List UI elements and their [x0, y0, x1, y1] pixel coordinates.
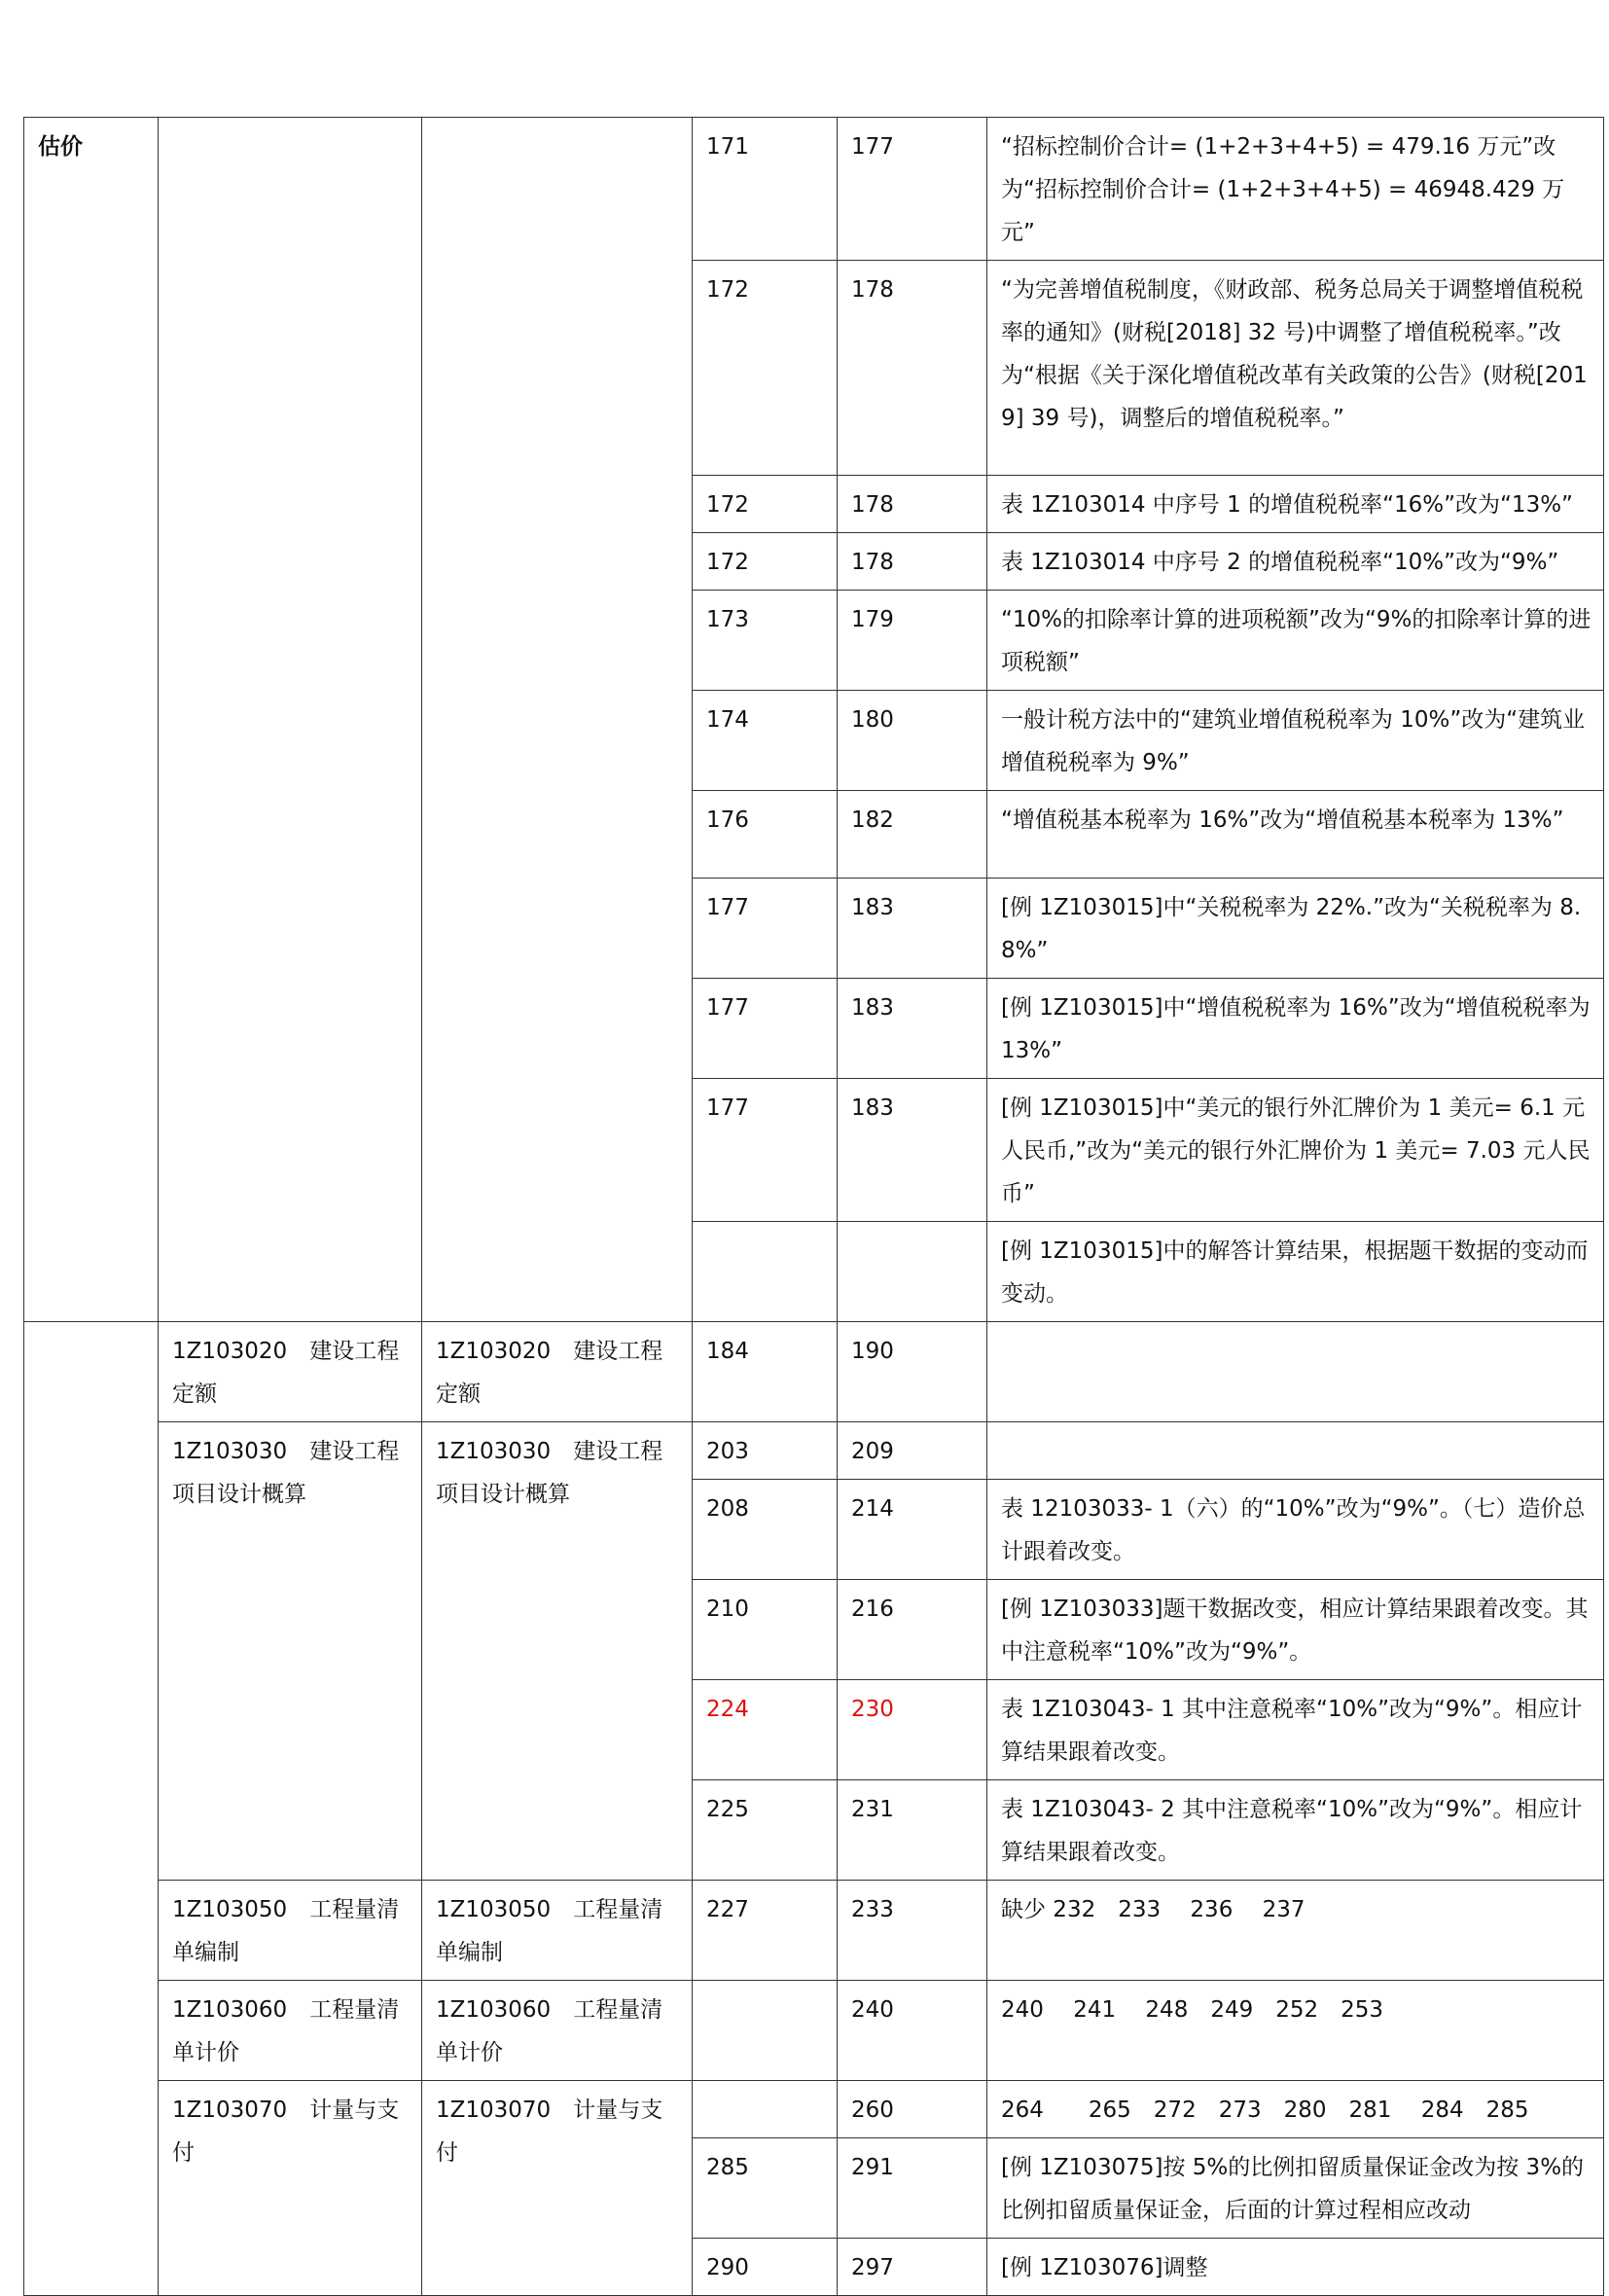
- old-page-cell: [693, 2081, 838, 2138]
- old-page-cell: [693, 1981, 838, 2081]
- old-page-cell: 177: [693, 979, 838, 1079]
- chapter-cell-new: 1Z103030 建设工程项目设计概算: [422, 1422, 693, 1881]
- old-page-cell: 172: [693, 261, 838, 476]
- change-description-cell: [987, 1322, 1604, 1422]
- errata-table: [23, 117, 1604, 2296]
- new-page-cell: 179: [838, 591, 987, 691]
- change-description-cell: 表 1Z103043- 2 其中注意税率“10%”改为“9%”。相应计算结果跟着改变。: [987, 1780, 1604, 1881]
- chapter-cell-new: 1Z103020 建设工程定额: [422, 1322, 693, 1422]
- table-row: [24, 1422, 1604, 1480]
- change-description-cell: [例 1Z103033]题干数据改变，相应计算结果跟着改变。其中注意税率“10%”改为“9%”。: [987, 1580, 1604, 1680]
- old-page-cell: 208: [693, 1480, 838, 1580]
- new-page-cell: 209: [838, 1422, 987, 1480]
- old-page-cell: 184: [693, 1322, 838, 1422]
- chapter-cell-old: 1Z103030 建设工程项目设计概算: [159, 1422, 422, 1881]
- change-description-cell: [例 1Z103076]调整: [987, 2239, 1604, 2296]
- change-description-cell: 表 1Z103014 中序号 2 的增值税税率“10%”改为“9%”: [987, 533, 1604, 591]
- change-description-cell: 240 241 248 249 252 253: [987, 1981, 1604, 2081]
- change-description-cell: 一般计税方法中的“建筑业增值税税率为 10%”改为“建筑业增值税税率为 9%”: [987, 691, 1604, 791]
- old-page-cell: 174: [693, 691, 838, 791]
- chapter-cell-old: 1Z103050 工程量清单编制: [159, 1881, 422, 1981]
- old-page-cell: 225: [693, 1780, 838, 1881]
- old-page-cell: [693, 1222, 838, 1322]
- section-cell-continued: [24, 1322, 159, 2296]
- new-page-cell: 183: [838, 1079, 987, 1222]
- change-description-cell: [例 1Z103015]中“关税税率为 22%.”改为“关税税率为 8.8%”: [987, 879, 1604, 979]
- new-page-cell-highlighted: 230: [838, 1680, 987, 1780]
- change-description-cell: 表 1Z103014 中序号 1 的增值税税率“16%”改为“13%”: [987, 476, 1604, 533]
- change-description-cell: [例 1Z103075]按 5%的比例扣留质量保证金改为按 3%的比例扣留质量保证金，后面的计算过程相应改动: [987, 2138, 1604, 2239]
- old-page-cell: 210: [693, 1580, 838, 1680]
- new-page-cell: 240: [838, 1981, 987, 2081]
- new-page-cell: 233: [838, 1881, 987, 1981]
- change-description-cell: “招标控制价合计= (1+2+3+4+5) = 479.16 万元”改为“招标控制价合计= (1+2+3+4+5) = 46948.429 万元”: [987, 118, 1604, 261]
- table-row: [24, 1881, 1604, 1981]
- old-page-cell: 203: [693, 1422, 838, 1480]
- change-description-cell: 表 1Z103043- 1 其中注意税率“10%”改为“9%”。相应计算结果跟着改变。: [987, 1680, 1604, 1780]
- table-row: [24, 1981, 1604, 2081]
- change-description-cell: 表 12103033- 1（六）的“10%”改为“9%”。（七）造价总计跟着改变。: [987, 1480, 1604, 1580]
- change-description-cell: [例 1Z103015]中的解答计算结果，根据题干数据的变动而变动。: [987, 1222, 1604, 1322]
- change-description-cell: 264 265 272 273 280 281 284 285: [987, 2081, 1604, 2138]
- new-page-cell: 216: [838, 1580, 987, 1680]
- old-page-cell: 176: [693, 791, 838, 879]
- new-page-cell: 178: [838, 533, 987, 591]
- old-page-cell: 285: [693, 2138, 838, 2239]
- change-description-cell: 缺少 232 233 236 237: [987, 1881, 1604, 1981]
- change-description-cell: [987, 1422, 1604, 1480]
- new-page-cell: 291: [838, 2138, 987, 2239]
- new-page-cell: 260: [838, 2081, 987, 2138]
- chapter-cell-old: [159, 118, 422, 1322]
- old-page-cell: 172: [693, 476, 838, 533]
- chapter-cell-new: 1Z103070 计量与支付: [422, 2081, 693, 2296]
- new-page-cell: 214: [838, 1480, 987, 1580]
- chapter-cell-new: 1Z103050 工程量清单编制: [422, 1881, 693, 1981]
- new-page-cell: 190: [838, 1322, 987, 1422]
- table-row: [24, 1322, 1604, 1422]
- chapter-cell-new: 1Z103060 工程量清单计价: [422, 1981, 693, 2081]
- new-page-cell: [838, 1222, 987, 1322]
- change-description-cell: [例 1Z103015]中“增值税税率为 16%”改为“增值税税率为 13%”: [987, 979, 1604, 1079]
- new-page-cell: 180: [838, 691, 987, 791]
- change-description-cell: “10%的扣除率计算的进项税额”改为“9%的扣除率计算的进项税额”: [987, 591, 1604, 691]
- change-description-cell: [例 1Z103015]中“美元的银行外汇牌价为 1 美元= 6.1 元人民币,”改为“美元的银行外汇牌价为 1 美元= 7.03 元人民币”: [987, 1079, 1604, 1222]
- old-page-cell-highlighted: 224: [693, 1680, 838, 1780]
- new-page-cell: 183: [838, 979, 987, 1079]
- new-page-cell: 178: [838, 476, 987, 533]
- new-page-cell: 182: [838, 791, 987, 879]
- new-page-cell: 231: [838, 1780, 987, 1881]
- old-page-cell: 171: [693, 118, 838, 261]
- change-description-cell: “增值税基本税率为 16%”改为“增值税基本税率为 13%”: [987, 791, 1604, 879]
- chapter-cell-new: [422, 118, 693, 1322]
- section-label: 估价: [24, 118, 159, 1322]
- old-page-cell: 227: [693, 1881, 838, 1981]
- new-page-cell: 177: [838, 118, 987, 261]
- new-page-cell: 183: [838, 879, 987, 979]
- old-page-cell: 177: [693, 1079, 838, 1222]
- new-page-cell: 178: [838, 261, 987, 476]
- chapter-cell-old: 1Z103020 建设工程定额: [159, 1322, 422, 1422]
- old-page-cell: 177: [693, 879, 838, 979]
- chapter-cell-old: 1Z103070 计量与支付: [159, 2081, 422, 2296]
- old-page-cell: 173: [693, 591, 838, 691]
- chapter-cell-old: 1Z103060 工程量清单计价: [159, 1981, 422, 2081]
- change-description-cell: “为完善增值税制度，《财政部、税务总局关于调整增值税税率的通知》(财税[2018] 32 号)中调整了增值税税率。”改为“根据《关于深化增值税改革有关政策的公告》(财税[2019] 39 号)，调整后的增值税税率。”: [987, 261, 1604, 476]
- table-row: [24, 118, 1604, 261]
- old-page-cell: 172: [693, 533, 838, 591]
- new-page-cell: 297: [838, 2239, 987, 2296]
- table-row: [24, 2081, 1604, 2138]
- old-page-cell: 290: [693, 2239, 838, 2296]
